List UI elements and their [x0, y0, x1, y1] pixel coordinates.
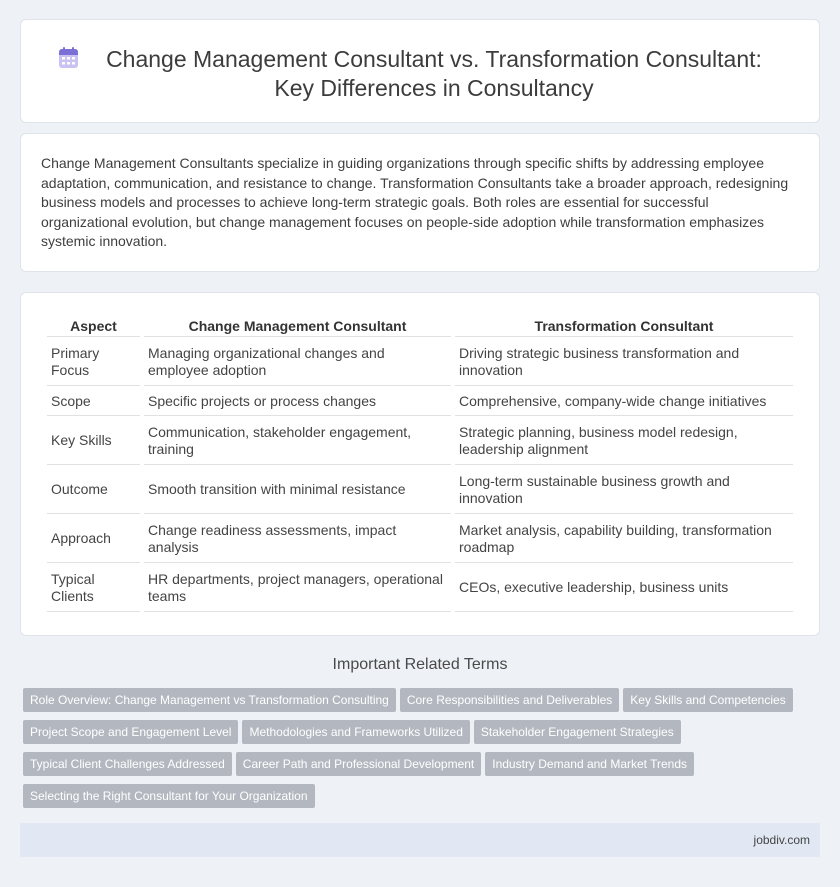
table-row [47, 565, 793, 612]
row-change-management: HR departments, project managers, operational teams [144, 565, 451, 612]
footer-site-link[interactable]: jobdiv.com [753, 833, 810, 847]
row-change-management: Smooth transition with minimal resistance [144, 467, 451, 514]
row-aspect: Scope [47, 388, 140, 416]
related-tag[interactable]: Project Scope and Engagement Level [23, 720, 238, 744]
footer [20, 823, 820, 857]
related-tag[interactable]: Typical Client Challenges Addressed [23, 752, 232, 776]
related-tag[interactable]: Career Path and Professional Development [236, 752, 481, 776]
table-header-row [47, 309, 793, 337]
comparison-table [43, 307, 797, 614]
row-transformation: Comprehensive, company-wide change initiatives [455, 388, 793, 416]
table-row [47, 516, 793, 563]
related-tag[interactable]: Methodologies and Frameworks Utilized [242, 720, 469, 744]
row-aspect: Key Skills [47, 418, 140, 465]
table-row [47, 467, 793, 514]
row-transformation: Strategic planning, business model redesign, leadership alignment [455, 418, 793, 465]
header-aspect: Aspect [47, 309, 140, 337]
row-transformation: CEOs, executive leadership, business units [455, 565, 793, 612]
header-change-management: Change Management Consultant [144, 309, 451, 337]
row-change-management: Change readiness assessments, impact analysis [144, 516, 451, 563]
related-tag[interactable]: Core Responsibilities and Deliverables [400, 688, 619, 712]
related-terms-tags [23, 688, 823, 816]
table-row [47, 418, 793, 465]
intro-card [20, 133, 820, 272]
related-tag[interactable]: Stakeholder Engagement Strategies [474, 720, 681, 744]
row-aspect: Approach [47, 516, 140, 563]
row-aspect: Typical Clients [47, 565, 140, 612]
row-change-management: Specific projects or process changes [144, 388, 451, 416]
related-tag[interactable]: Key Skills and Competencies [623, 688, 792, 712]
related-tag[interactable]: Selecting the Right Consultant for Your Organization [23, 784, 315, 808]
row-change-management: Managing organizational changes and employee adoption [144, 339, 451, 386]
related-tag[interactable]: Industry Demand and Market Trends [485, 752, 694, 776]
row-transformation: Long-term sustainable business growth and innovation [455, 467, 793, 514]
row-transformation: Driving strategic business transformation and innovation [455, 339, 793, 386]
row-change-management: Communication, stakeholder engagement, training [144, 418, 451, 465]
related-terms-heading: Important Related Terms [332, 656, 508, 673]
table-row [47, 339, 793, 386]
intro-paragraph: Change Management Consultants specialize in guiding organizations through specific shifts by addressing employee adaptation, communication, and resistance to change. Transformation Consultants take a broader approach, redesigning business models and processes to achieve long-term strategic goals. Both roles are essential for successful organizational evolution, but change management focuses on people-side adoption while transformation emphasizes systemic innovation. [41, 155, 789, 250]
row-aspect: Primary Focus [47, 339, 140, 386]
page-title: Change Management Consultant vs. Transformation Consultant: Key Differences in Consultancy [106, 46, 762, 101]
table-row [47, 388, 793, 416]
row-transformation: Market analysis, capability building, transformation roadmap [455, 516, 793, 563]
header-transformation: Transformation Consultant [455, 309, 793, 337]
row-aspect: Outcome [47, 467, 140, 514]
related-tag[interactable]: Role Overview: Change Management vs Transformation Consulting [23, 688, 396, 712]
title-card [20, 19, 820, 123]
comparison-table-card [20, 292, 820, 636]
